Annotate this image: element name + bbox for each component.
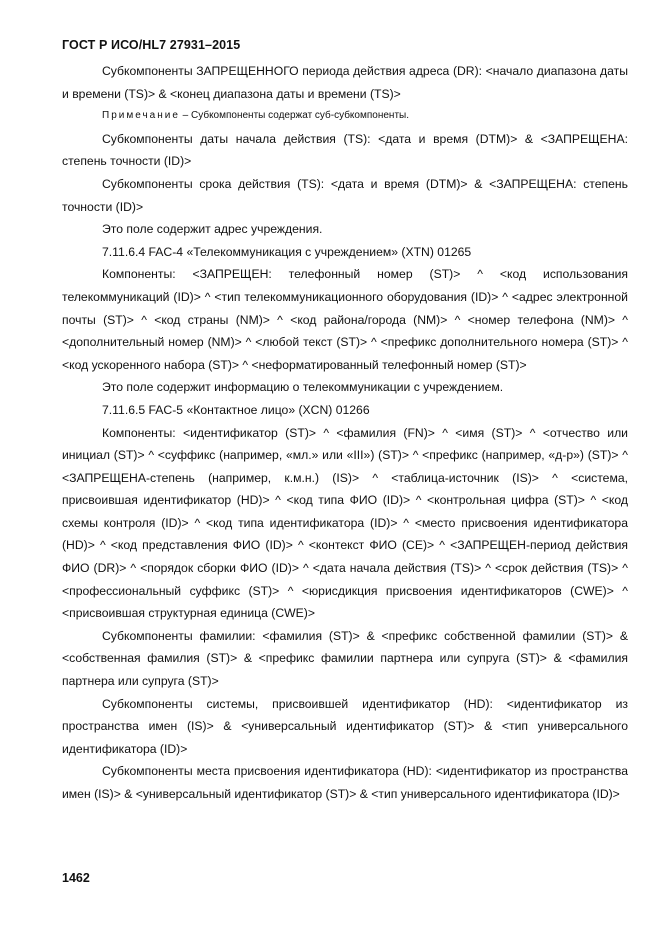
document-header: ГОСТ Р ИСО/HL7 27931–2015 (62, 38, 241, 52)
section-heading: 7.11.6.5 FAC-5 «Контактное лицо» (XCN) 01266 (102, 402, 370, 417)
document-body (62, 60, 628, 806)
paragraph: Субкомпоненты даты начала действия (TS): <дата и время (DTM)> & <ЗАПРЕЩЕНА: степень точности (ID)> (62, 131, 628, 169)
section-heading: 7.11.6.4 FAC-4 «Телекоммуникация с учреждением» (XTN) 01265 (102, 244, 472, 259)
note-text: – Субкомпоненты содержат суб-субкомпоненты. (179, 110, 409, 122)
page-number: 1462 (62, 871, 90, 885)
paragraph: Субкомпоненты системы, присвоившей идентификатор (HD): <идентификатор из пространства имен (IS)> & <универсальный идентификатор (ST)> & <тип универсального идентификатора (ID)> (62, 696, 628, 756)
paragraph: Это поле содержит информацию о телекоммуникации с учреждением. (102, 380, 504, 395)
paragraph: Компоненты: <ЗАПРЕЩЕН: телефонный номер (ST)> ^ <код использования телекоммуникаций (ID)> ^ <тип телекоммуникационного оборудования (ID)> ^ <адрес электронной почты (ST)> ^ <код страны (NM)> ^ <код района/города (NM)> ^ <номер телефона (NM)> ^ <дополнительный номер (NM)> ^ <любой текст (ST)> ^ <префикс дополнительного номера (ST)> ^ <код ускоренного набора (ST)> ^ <неформатированный телефонный номер (ST)> (62, 267, 628, 372)
paragraph: Субкомпоненты места присвоения идентификатора (HD): <идентификатор из пространства имен (IS)> & <универсальный идентификатор (ST)> & <тип универсального идентификатора (ID)> (62, 764, 628, 801)
note-label: Примечание (102, 110, 180, 122)
note (62, 105, 628, 128)
paragraph: Субкомпоненты фамилии: <фамилия (ST)> & <префикс собственной фамилии (ST)> & <собственная фамилия (ST)> & <префикс фамилии партнера или супруга (ST)> & <фамилия партнера или супруга (ST)> (62, 628, 628, 689)
paragraph: Это поле содержит адрес учреждения. (102, 222, 323, 237)
paragraph: Субкомпоненты срока действия (TS): <дата и время (DTM)> & <ЗАПРЕЩЕНА: степень точности (ID)> (62, 176, 628, 214)
paragraph: Компоненты: <идентификатор (ST)> ^ <фамилия (FN)> ^ <имя (ST)> ^ <отчество или инициал (ST)> ^ <суффикс (например, «мл.» или «III») (ST)> ^ <префикс (например, «д-р») (ST)> ^ <ЗАПРЕЩЕНА-степень (например, к.м.н.) (IS)> ^ <таблица-источник (IS)> ^ <система, присвоившая идентификатор (HD)> ^ <код типа ФИО (ID)> ^ <контрольная цифра (ST)> ^ <код схемы контроля (ID)> ^ <код типа идентификатора (ID)> ^ <место присвоения идентификатора (HD)> ^ <код представления ФИО (ID)> ^ <контекст ФИО (CE)> ^ <ЗАПРЕЩЕН-период действия ФИО (DR)> ^ <порядок сборки ФИО (ID)> ^ <дата начала действия (TS)> ^ <срок действия (TS)> ^ <профессиональный суффикс (ST)> ^ <юрисдикция присвоения идентификаторов (CWE)> ^ <присвоившая структурная единица (CWE)> (62, 425, 628, 621)
paragraph: Субкомпоненты ЗАПРЕЩЕННОГО периода действия адреса (DR): <начало диапазона даты и времени (TS)> & <конец диапазона даты и времени (TS)> (62, 64, 628, 101)
